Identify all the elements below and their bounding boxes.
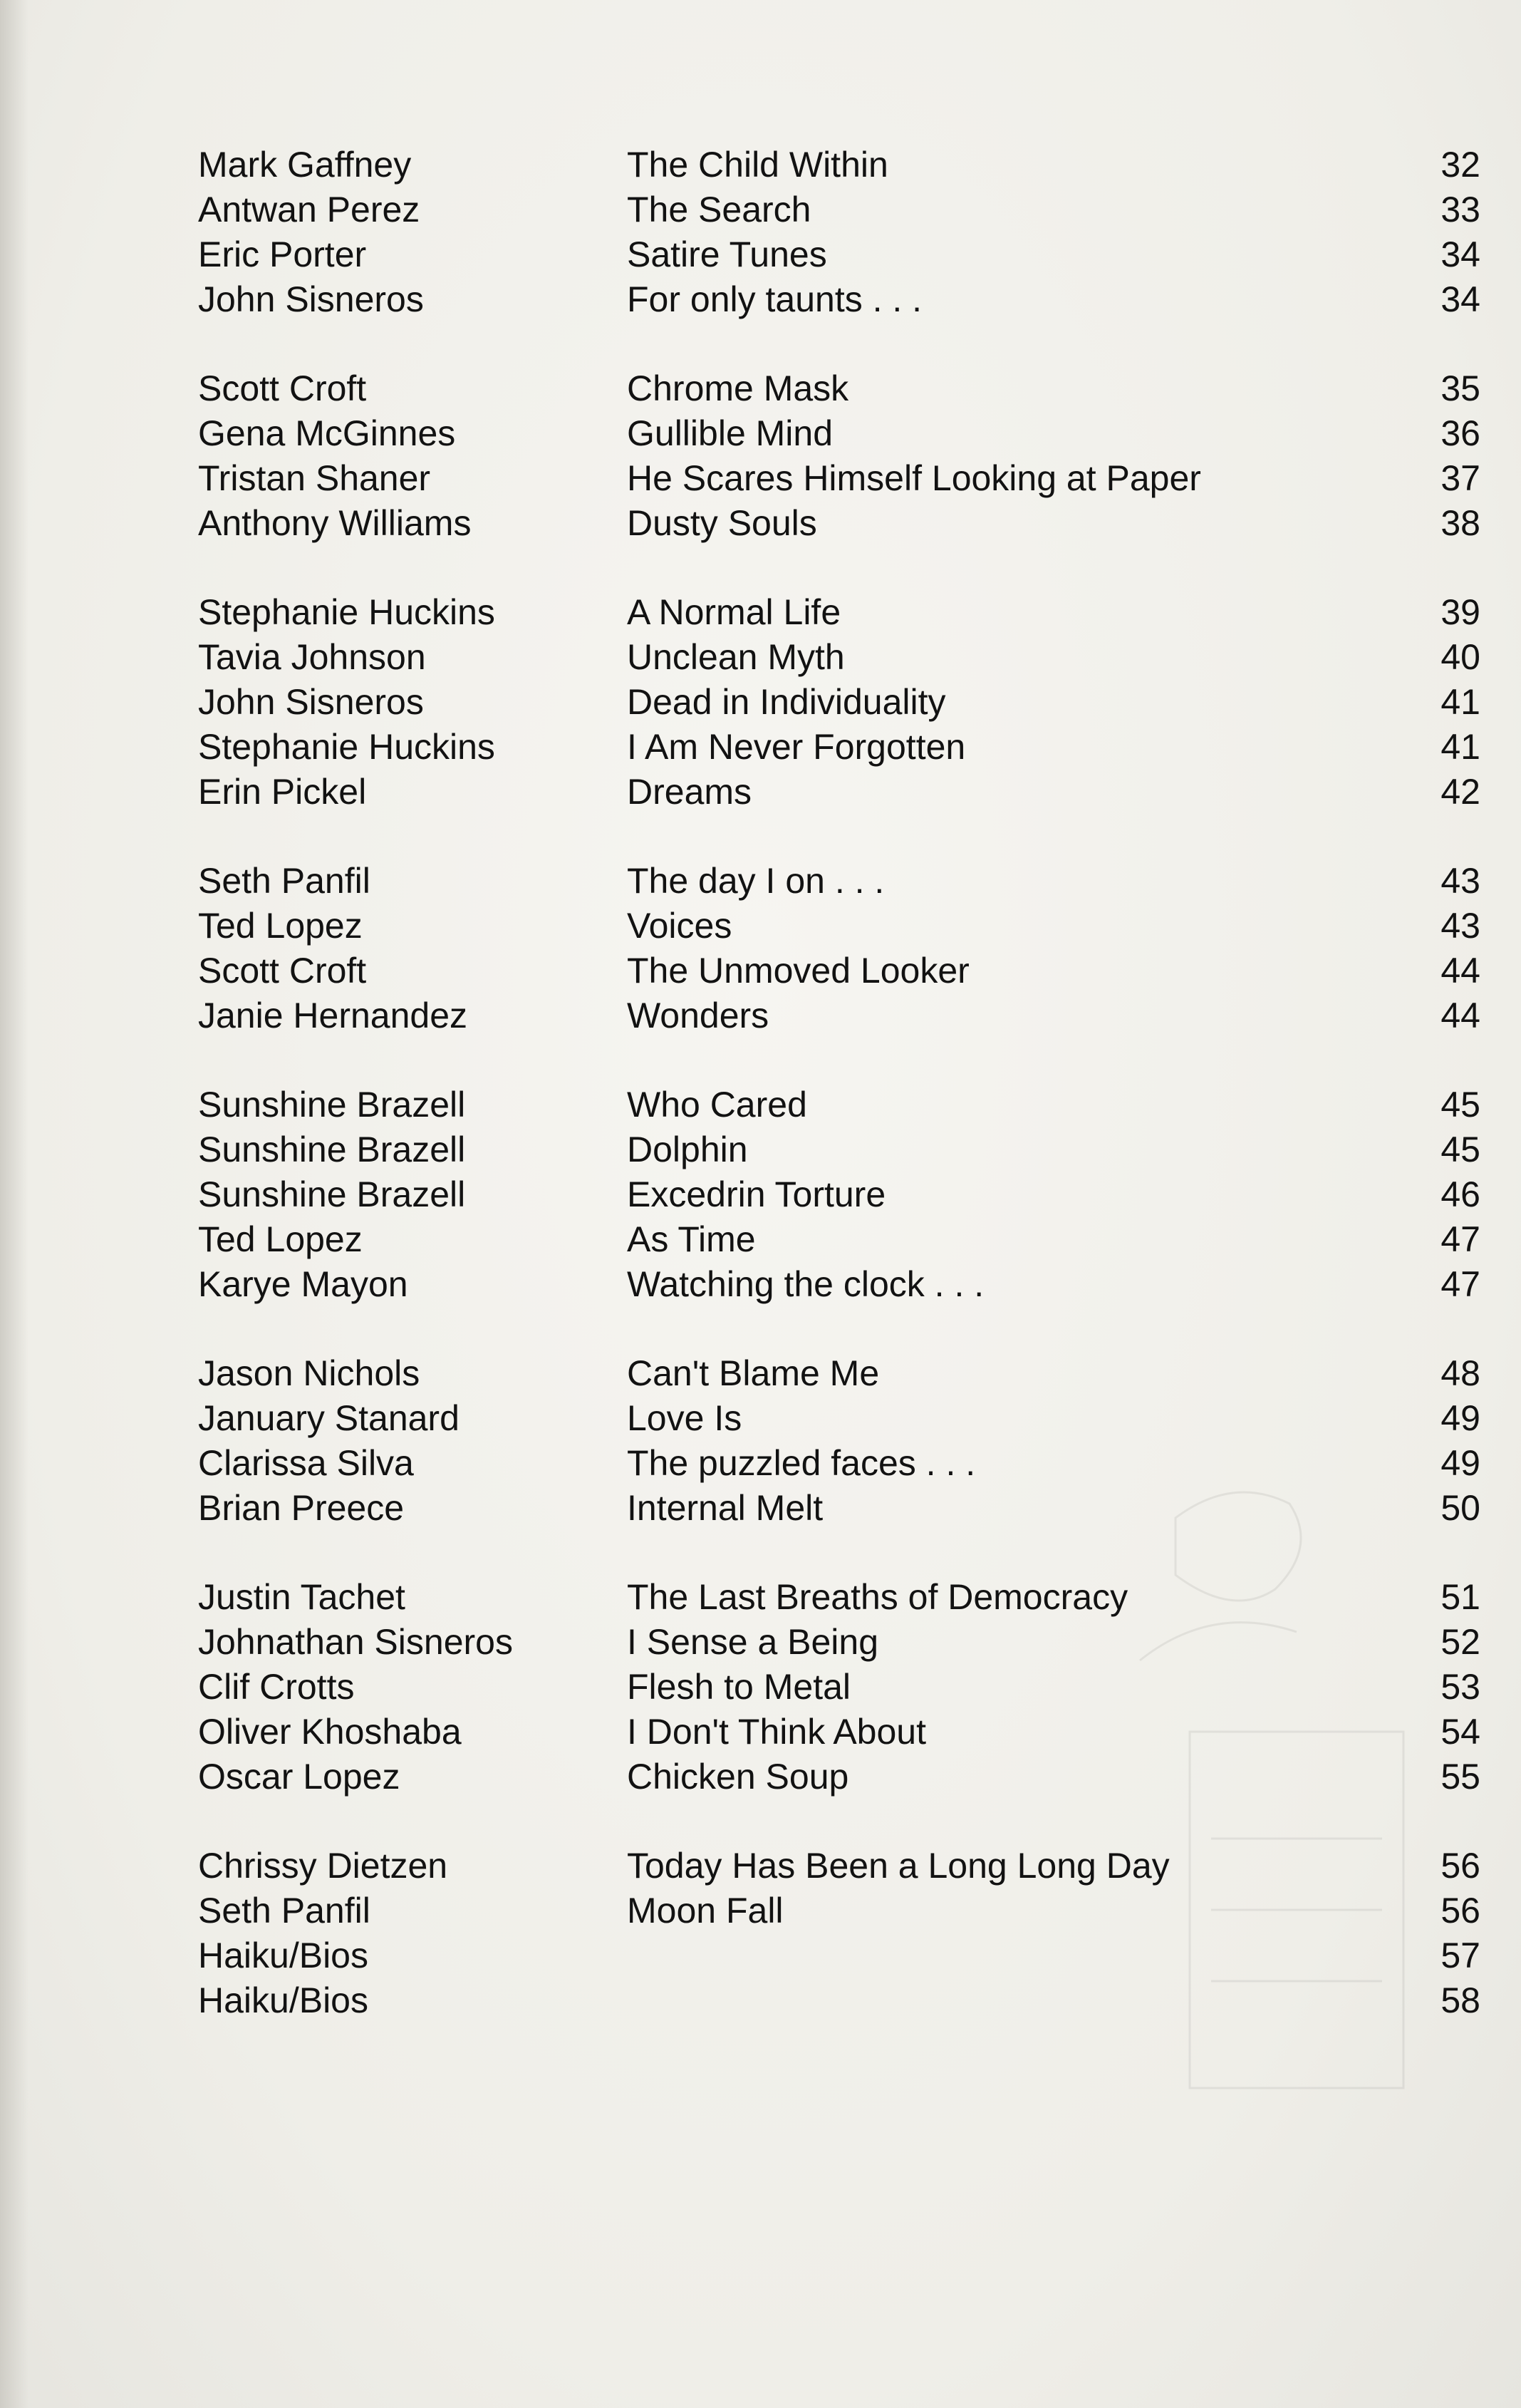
toc-author: Ted Lopez bbox=[198, 906, 363, 946]
toc-author: John Sisneros bbox=[198, 682, 424, 722]
toc-title: Internal Melt bbox=[627, 1488, 824, 1528]
toc-page-number: 41 bbox=[1440, 682, 1480, 722]
toc-entry bbox=[198, 680, 1480, 725]
toc-author: Scott Croft bbox=[198, 951, 367, 991]
toc-page-number: 50 bbox=[1440, 1488, 1480, 1528]
toc-entry bbox=[198, 1933, 1480, 1978]
toc-entry bbox=[198, 1262, 1480, 1307]
toc-page-number: 56 bbox=[1440, 1846, 1480, 1886]
toc-page-number: 46 bbox=[1440, 1174, 1480, 1214]
toc-title: Love Is bbox=[627, 1398, 742, 1438]
toc-entry bbox=[198, 1710, 1480, 1755]
toc-author: Haiku/Bios bbox=[198, 1936, 368, 1975]
toc-entry bbox=[198, 232, 1480, 277]
toc-author: Clif Crotts bbox=[198, 1667, 355, 1707]
toc-author: Stephanie Huckins bbox=[198, 727, 495, 767]
toc-author: Johnathan Sisneros bbox=[198, 1622, 513, 1662]
toc-title: Today Has Been a Long Long Day bbox=[627, 1846, 1170, 1886]
toc-page-number: 44 bbox=[1440, 951, 1480, 991]
toc-author: Antwan Perez bbox=[198, 190, 420, 229]
toc-group bbox=[198, 590, 1480, 815]
toc-author: Anthony Williams bbox=[198, 503, 472, 543]
toc-page-number: 38 bbox=[1440, 503, 1480, 543]
toc-entry bbox=[198, 1888, 1480, 1933]
toc-page-number: 45 bbox=[1440, 1085, 1480, 1125]
toc-entry bbox=[198, 993, 1480, 1038]
toc-entry bbox=[198, 1396, 1480, 1441]
toc-title: Chrome Mask bbox=[627, 368, 849, 408]
toc-author: January Stanard bbox=[198, 1398, 460, 1438]
toc-page-number: 49 bbox=[1440, 1398, 1480, 1438]
toc-author: Justin Tachet bbox=[198, 1577, 405, 1617]
toc-author: Seth Panfil bbox=[198, 861, 370, 901]
toc-entry bbox=[198, 501, 1480, 546]
toc-page-number: 40 bbox=[1440, 637, 1480, 677]
toc-group bbox=[198, 1082, 1480, 1307]
toc-entry bbox=[198, 1844, 1480, 1888]
toc-group bbox=[198, 366, 1480, 546]
page-edge-shadow bbox=[0, 0, 28, 2408]
toc-entry bbox=[198, 1127, 1480, 1172]
toc-author: Mark Gaffney bbox=[198, 145, 412, 185]
toc-page-number: 53 bbox=[1440, 1667, 1480, 1707]
toc-entry bbox=[198, 1978, 1480, 2023]
toc-author: Oscar Lopez bbox=[198, 1757, 400, 1797]
toc-title: Satire Tunes bbox=[627, 234, 827, 274]
toc-author: Scott Croft bbox=[198, 368, 367, 408]
toc-author: Stephanie Huckins bbox=[198, 592, 495, 632]
toc-author: Eric Porter bbox=[198, 234, 367, 274]
toc-group bbox=[198, 1575, 1480, 1799]
toc-entry bbox=[198, 1082, 1480, 1127]
toc-title: Dead in Individuality bbox=[627, 682, 946, 722]
toc-title: The Child Within bbox=[627, 145, 888, 185]
toc-author: Janie Hernandez bbox=[198, 996, 468, 1035]
toc-entry bbox=[198, 456, 1480, 501]
toc-page-number: 32 bbox=[1440, 145, 1480, 185]
toc-page-number: 34 bbox=[1440, 279, 1480, 319]
toc-entry bbox=[198, 366, 1480, 411]
toc-author: Gena McGinnes bbox=[198, 413, 456, 453]
toc-title: As Time bbox=[627, 1219, 756, 1259]
toc-group bbox=[198, 143, 1480, 322]
toc-page-number: 34 bbox=[1440, 234, 1480, 274]
toc-page-number: 43 bbox=[1440, 861, 1480, 901]
toc-author: Tristan Shaner bbox=[198, 458, 431, 498]
toc-group bbox=[198, 1844, 1480, 2023]
toc-author: Sunshine Brazell bbox=[198, 1174, 466, 1214]
toc-group bbox=[198, 859, 1480, 1038]
toc-author: Sunshine Brazell bbox=[198, 1085, 466, 1125]
toc-author: Karye Mayon bbox=[198, 1264, 408, 1304]
toc-page-number: 48 bbox=[1440, 1353, 1480, 1393]
toc-author: Oliver Khoshaba bbox=[198, 1712, 462, 1752]
toc-title: Excedrin Torture bbox=[627, 1174, 886, 1214]
toc-entry bbox=[198, 143, 1480, 187]
toc-entry bbox=[198, 1755, 1480, 1799]
toc-entry bbox=[198, 949, 1480, 993]
toc-title: The Search bbox=[627, 190, 811, 229]
toc-page-number: 47 bbox=[1440, 1219, 1480, 1259]
toc-title: Chicken Soup bbox=[627, 1757, 849, 1797]
toc-title: A Normal Life bbox=[627, 592, 841, 632]
toc-author: Chrissy Dietzen bbox=[198, 1846, 448, 1886]
toc-page-number: 41 bbox=[1440, 727, 1480, 767]
toc-page-number: 45 bbox=[1440, 1130, 1480, 1169]
toc-entry bbox=[198, 859, 1480, 904]
toc-author: Ted Lopez bbox=[198, 1219, 363, 1259]
toc-title: The Unmoved Looker bbox=[627, 951, 970, 991]
toc-title: Watching the clock . . . bbox=[627, 1264, 985, 1304]
toc-page-number: 47 bbox=[1440, 1264, 1480, 1304]
toc-author: Erin Pickel bbox=[198, 772, 367, 812]
toc-author: Brian Preece bbox=[198, 1488, 405, 1528]
toc-author: Seth Panfil bbox=[198, 1891, 370, 1931]
toc-entry bbox=[198, 1217, 1480, 1262]
toc-title: Dolphin bbox=[627, 1130, 748, 1169]
toc-title: For only taunts . . . bbox=[627, 279, 923, 319]
toc-entry bbox=[198, 725, 1480, 770]
toc-page-number: 33 bbox=[1440, 190, 1480, 229]
toc-group bbox=[198, 1351, 1480, 1531]
toc-title: Who Cared bbox=[627, 1085, 807, 1125]
toc-page-number: 44 bbox=[1440, 996, 1480, 1035]
toc-title: Wonders bbox=[627, 996, 769, 1035]
toc-entry bbox=[198, 1441, 1480, 1486]
toc-author: Clarissa Silva bbox=[198, 1443, 414, 1483]
toc-title: I Don't Think About bbox=[627, 1712, 926, 1752]
toc-entry bbox=[198, 635, 1480, 680]
toc-page-number: 43 bbox=[1440, 906, 1480, 946]
toc-title: Dusty Souls bbox=[627, 503, 817, 543]
toc-entry bbox=[198, 1575, 1480, 1620]
toc-title: Can't Blame Me bbox=[627, 1353, 880, 1393]
toc-page-number: 36 bbox=[1440, 413, 1480, 453]
toc-page-number: 55 bbox=[1440, 1757, 1480, 1797]
toc-author: Jason Nichols bbox=[198, 1353, 420, 1393]
toc-title: The Last Breaths of Democracy bbox=[627, 1577, 1128, 1617]
toc-title: Unclean Myth bbox=[627, 637, 845, 677]
toc-page-number: 54 bbox=[1440, 1712, 1480, 1752]
toc-entry bbox=[198, 1351, 1480, 1396]
toc-page-number: 58 bbox=[1440, 1980, 1480, 2020]
toc-title: The puzzled faces . . . bbox=[627, 1443, 976, 1483]
toc-page-number: 37 bbox=[1440, 458, 1480, 498]
toc-entry bbox=[198, 411, 1480, 456]
toc-entry bbox=[198, 1620, 1480, 1665]
toc-entry bbox=[198, 277, 1480, 322]
toc-entry bbox=[198, 770, 1480, 815]
toc-author: Tavia Johnson bbox=[198, 637, 426, 677]
toc-entry bbox=[198, 1665, 1480, 1710]
toc-entry bbox=[198, 1172, 1480, 1217]
toc-page-number: 52 bbox=[1440, 1622, 1480, 1662]
toc-author: Haiku/Bios bbox=[198, 1980, 368, 2020]
toc-entry bbox=[198, 590, 1480, 635]
toc-page-number: 57 bbox=[1440, 1936, 1480, 1975]
toc-entry bbox=[198, 904, 1480, 949]
toc-author: John Sisneros bbox=[198, 279, 424, 319]
toc-entry bbox=[198, 1486, 1480, 1531]
toc-title: Moon Fall bbox=[627, 1891, 784, 1931]
toc-title: Gullible Mind bbox=[627, 413, 834, 453]
toc-title: Voices bbox=[627, 906, 732, 946]
toc-title: The day I on . . . bbox=[627, 861, 885, 901]
toc-title: I Am Never Forgotten bbox=[627, 727, 966, 767]
toc-page-number: 39 bbox=[1440, 592, 1480, 632]
toc-title: I Sense a Being bbox=[627, 1622, 879, 1662]
toc-page-number: 35 bbox=[1440, 368, 1480, 408]
toc-page-number: 56 bbox=[1440, 1891, 1480, 1931]
toc-page-number: 49 bbox=[1440, 1443, 1480, 1483]
toc-entry bbox=[198, 187, 1480, 232]
toc-page-number: 51 bbox=[1440, 1577, 1480, 1617]
toc-title: Dreams bbox=[627, 772, 752, 812]
table-of-contents bbox=[198, 143, 1480, 2067]
toc-title: He Scares Himself Looking at Paper bbox=[627, 458, 1201, 498]
toc-title: Flesh to Metal bbox=[627, 1667, 851, 1707]
toc-author: Sunshine Brazell bbox=[198, 1130, 466, 1169]
toc-page-number: 42 bbox=[1440, 772, 1480, 812]
